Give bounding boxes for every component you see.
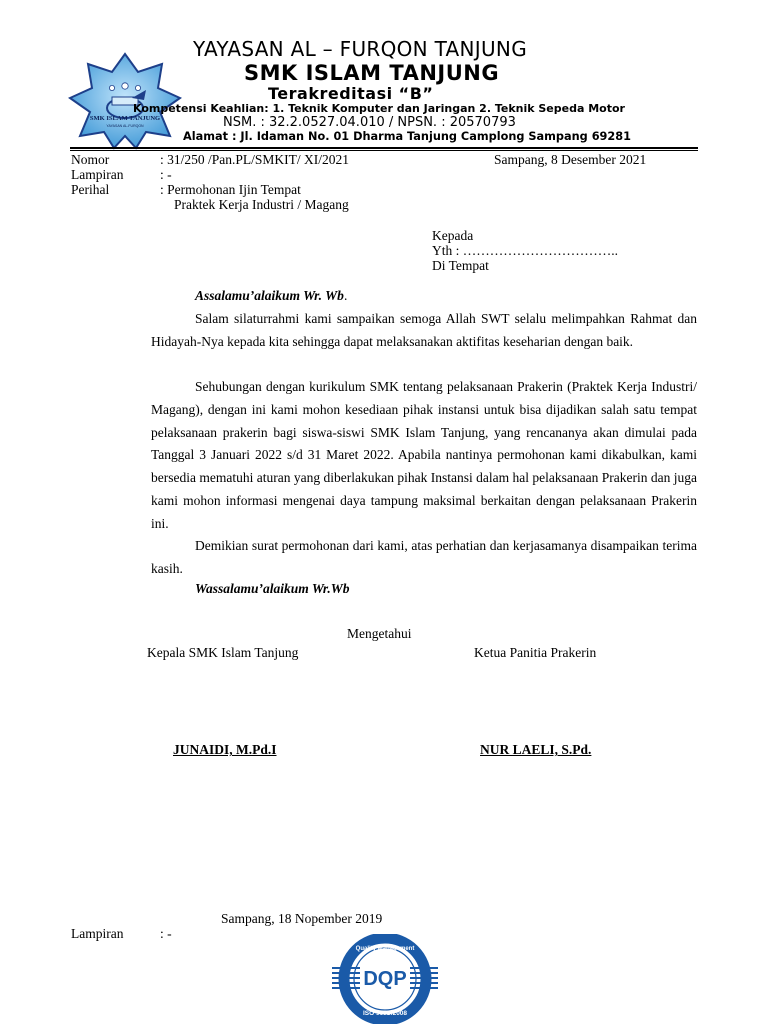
header-rule	[70, 147, 698, 149]
letter-date: Sampang, 8 Desember 2021	[494, 152, 647, 167]
nomor-label: Nomor	[71, 152, 110, 167]
header-rule-thin	[70, 150, 698, 151]
left-signer-name: JUNAIDI, M.Pd.I	[173, 742, 277, 757]
school-ids: NSM. : 32.2.0527.04.010 / NPSN. : 20570793	[223, 115, 516, 130]
logo-subtext: YAYASAN AL-FURQON	[106, 124, 144, 128]
paragraph-1: Salam silaturrahmi kami sampaikan semoga Allah SWT selalu melimpahkan Rahmat dan Hidayah-Nya kepada kita sehingga dapat melaksanakan aktifitas keseharian dengan baik.	[151, 311, 697, 349]
school-logo	[66, 50, 184, 150]
lampiran-value: : -	[160, 167, 172, 182]
footer-date: Sampang, 18 Nopember 2019	[221, 911, 383, 926]
perihal-value: : Permohonan Ijin Tempat	[160, 182, 301, 197]
perihal-value-2: Praktek Kerja Industri / Magang	[174, 197, 349, 212]
nomor-value: : 31/250 /Pan.PL/SMKIT/ XI/2021	[160, 152, 350, 167]
closing-salutation: Wassalamu’alaikum Wr.Wb	[195, 581, 350, 596]
paragraph-2: Sehubungan dengan kurikulum SMK tentang pelaksanaan Prakerin (Praktek Kerja Industri/ Magang), dengan ini kami mohon kesediaan pihak instansi untuk bisa dijadikan salah satu tempat pelaksanaan prakerin bagi siswa-siswi SMK Islam Tanjung, yang rencananya akan dimulai pada Tanggal 3 Januari 2022 s/d 31 Maret 2022. Apabila nantinya permohonan kami dikabulkan, kami bersedia mematuhi aturan yang diberlakukan pihak Instansi dalam hal pelaksanaan Prakerin dan juga kami mohon informasi mengenai daya tampung maksimal berkaitan dengan pelaksanaan Prakerin ini.	[151, 379, 697, 531]
greeting-text: Assalamu’alaikum Wr. Wb	[195, 288, 344, 303]
recipient-yth: Yth : ……………………………..	[432, 243, 619, 258]
mengetahui: Mengetahui	[347, 626, 412, 641]
iso-quality-badge	[330, 934, 440, 1024]
left-signer-title: Kepala SMK Islam Tanjung	[147, 645, 299, 660]
perihal-label: Perihal	[71, 182, 110, 197]
greeting	[195, 288, 347, 304]
footer-lampiran-value: : -	[160, 926, 172, 941]
right-signer-name: NUR LAELI, S.Pd.	[480, 742, 592, 757]
school-address: Alamat : Jl. Idaman No. 01 Dharma Tanjung Camplong Sampang 69281	[183, 130, 631, 143]
footer-lampiran-label: Lampiran	[71, 926, 124, 941]
paragraph-3: Demikian surat permohonan dari kami, atas perhatian dan kerjasamanya disampaikan terima kasih.	[151, 538, 697, 576]
badge-mid-text: DQP	[363, 968, 407, 990]
greeting-dot: .	[343, 288, 348, 303]
recipient-kepada: Kepada	[432, 228, 474, 243]
logo-text: SMK ISLAM TANJUNG	[89, 115, 161, 122]
competence-line: Kompetensi Keahlian: 1. Teknik Komputer dan Jaringan 2. Teknik Sepeda Motor	[133, 102, 625, 115]
school-name: SMK ISLAM TANJUNG	[244, 61, 500, 85]
foundation-name: YAYASAN AL – FURQON TANJUNG	[193, 37, 527, 61]
recipient-place: Di Tempat	[432, 258, 489, 273]
lampiran-label: Lampiran	[71, 167, 124, 182]
badge-top-text: Quality Management	[355, 946, 415, 952]
right-signer-title: Ketua Panitia Prakerin	[474, 645, 597, 660]
badge-bottom-text: ISO 9001:2008	[362, 1010, 408, 1017]
accreditation: Terakreditasi “B”	[268, 84, 434, 103]
